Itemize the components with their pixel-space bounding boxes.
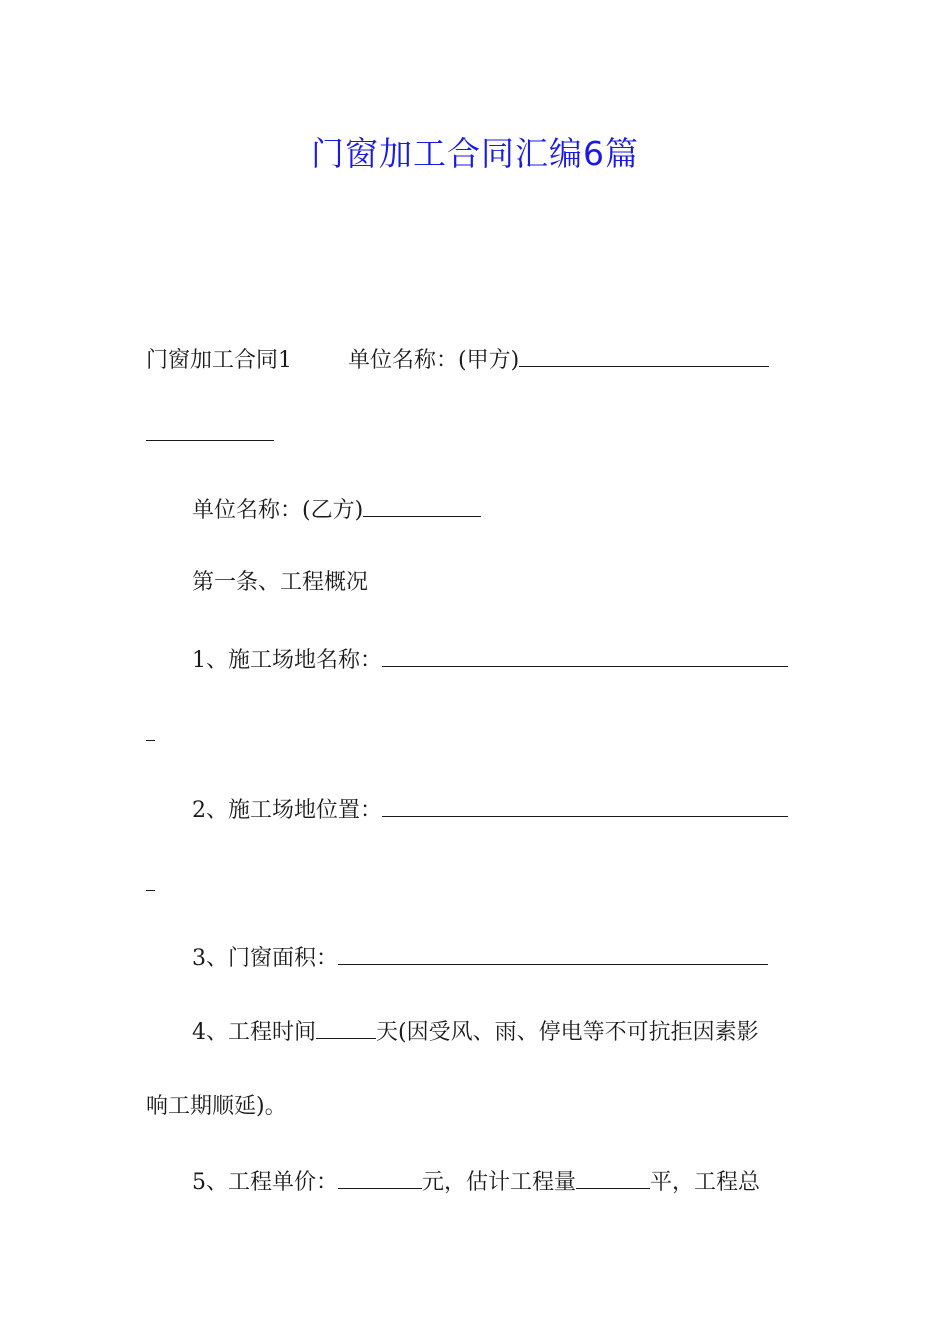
article-1-heading: 第一条、工程概况 [192, 570, 369, 595]
party-a-blank-continued[interactable] [146, 418, 274, 441]
item-2-blank[interactable] [382, 794, 788, 817]
item-1-blank-continued[interactable] [146, 718, 155, 741]
item-2-continuation-line [146, 868, 155, 900]
item-1-line [192, 644, 788, 676]
item-5-prefix: 5、工程单价： [192, 1170, 338, 1195]
party-a-blank[interactable] [519, 344, 769, 367]
party-a-label: 单位名称：(甲方) [348, 348, 520, 373]
item-5-quantity-blank[interactable] [576, 1166, 650, 1189]
party-b-label: 单位名称：(乙方) [192, 498, 364, 523]
item-3-label: 3、门窗面积： [192, 946, 338, 971]
contract-label: 门窗加工合同1 [146, 348, 292, 373]
item-2-blank-continued[interactable] [146, 868, 155, 891]
item-4-continuation: 响工期顺延)。 [146, 1094, 287, 1119]
document-title: 门窗加工合同汇编6篇 [311, 134, 639, 173]
contract-header-line [146, 344, 769, 376]
party-a-continuation-line [146, 418, 274, 450]
party-b-line [192, 494, 481, 526]
item-3-blank[interactable] [338, 942, 768, 965]
item-2-line [192, 794, 788, 826]
item-5-unit-yuan: 元，估计工程量 [422, 1170, 577, 1195]
item-4-suffix: 天(因受风、雨、停电等不可抗拒因素影 [376, 1020, 759, 1045]
item-1-continuation-line [146, 718, 155, 750]
item-5-price-blank[interactable] [338, 1166, 422, 1189]
item-4-line [192, 1016, 759, 1048]
item-5-line [192, 1166, 760, 1198]
item-3-line [192, 942, 768, 974]
item-4-days-blank[interactable] [316, 1016, 376, 1039]
item-2-label: 2、施工场地位置： [192, 798, 382, 823]
party-b-blank[interactable] [363, 494, 481, 517]
item-5-unit-ping: 平，工程总 [650, 1170, 761, 1195]
item-4-prefix: 4、工程时间 [192, 1020, 316, 1045]
item-1-blank[interactable] [382, 644, 788, 667]
item-1-label: 1、施工场地名称： [192, 648, 382, 673]
